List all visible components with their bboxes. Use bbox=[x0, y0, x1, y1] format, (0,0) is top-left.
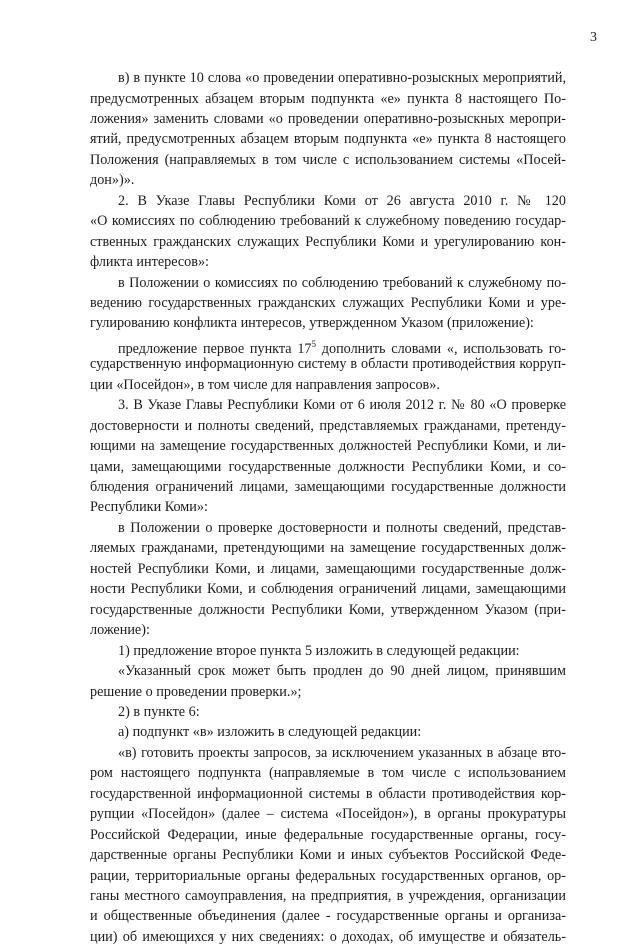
text-line bbox=[90, 907, 566, 925]
text-line-content: достоверности и полноты сведений, представляемых гражданами, претенду- bbox=[90, 417, 566, 434]
text-line-content: ятий, предусмотренных абзацем вторым подпункта «е» пункта 8 настоящего bbox=[90, 131, 566, 148]
text-line-content: ственных гражданских служащих Республики Коми и урегулированию кон- bbox=[90, 233, 566, 250]
text-line bbox=[118, 662, 566, 680]
text-line-content: государственные должности Республики Коми, утвержденном Указом (при- bbox=[90, 601, 566, 618]
text-line-content: предусмотренных абзацем вторым подпункта «е» пункта 8 настоящего По- bbox=[90, 90, 566, 107]
text-line-content: государственной информационной системы в области противодействия кор- bbox=[90, 785, 566, 802]
text-line-content: 3. В Указе Главы Республики Коми от 6 июля 2012 г. № 80 «О проверке bbox=[118, 397, 566, 414]
text-line-content: фликта интересов»: bbox=[90, 254, 209, 270]
text-line bbox=[90, 805, 566, 823]
text-line bbox=[90, 887, 566, 905]
text-line bbox=[90, 683, 566, 701]
text-line bbox=[90, 621, 566, 639]
text-line-content: ляемых гражданами, претендующими на замещение государственных долж- bbox=[90, 540, 566, 557]
text-line bbox=[90, 110, 566, 128]
text-line bbox=[90, 580, 566, 598]
text-line-content: в) в пункте 10 слова «о проведении оперативно-розыскных мероприятий, bbox=[118, 70, 566, 86]
text-line bbox=[90, 560, 566, 578]
text-line bbox=[90, 130, 566, 148]
text-line-content: Российской Федерации, иные федеральные государственные органы, госу- bbox=[90, 826, 566, 843]
text-line bbox=[90, 314, 566, 332]
text-line-content: Республики Коми»: bbox=[90, 499, 208, 516]
text-line-content: дон»)». bbox=[90, 172, 135, 189]
text-line bbox=[90, 764, 566, 782]
text-line-content: ганы местного самоуправления, на предприятия, в учреждения, организации bbox=[90, 888, 566, 904]
text-line-content: предложение первое пункта 17 bbox=[118, 340, 312, 357]
text-line-content: рации, территориальные органы федеральных государственных органов, ор- bbox=[90, 867, 566, 884]
text-line bbox=[90, 458, 566, 476]
text-line bbox=[90, 212, 566, 230]
text-line-content: ложение): bbox=[90, 622, 150, 639]
text-line bbox=[90, 294, 566, 312]
text-line-content: ложения» заменить словами «о проведении оперативно-розыскных меропри- bbox=[90, 110, 566, 127]
text-line-content: 2. В Указе Главы Республики Коми от 26 августа 2010 г. № 120 bbox=[118, 192, 566, 209]
text-line-content: ведению государственных гражданских служащих Республики Коми и уре- bbox=[90, 294, 566, 311]
text-line-content: решение о проведении проверки.»; bbox=[90, 683, 302, 700]
text-line bbox=[90, 253, 566, 271]
text-line bbox=[118, 642, 566, 660]
text-line-content: в Положении о проверке достоверности и полноты сведений, представ- bbox=[118, 519, 566, 536]
text-line-content: дарственные органы Республики Коми и иных субъектов Российской Феде- bbox=[90, 847, 566, 864]
text-line-content: сударственную информационную систему в области противодействия корруп- bbox=[90, 356, 566, 373]
text-line bbox=[90, 233, 566, 251]
text-line-content: ющими на замещение государственных должностей Республики Коми, и ли- bbox=[90, 438, 566, 455]
text-line-content: гулированию конфликта интересов, утвержденном Указом (приложение): bbox=[90, 315, 534, 332]
text-line bbox=[90, 928, 566, 946]
text-line bbox=[118, 192, 566, 210]
text-line bbox=[90, 417, 566, 435]
text-line bbox=[90, 437, 566, 455]
text-line-content: ром настоящего подпункта (направляемые в том числе с использованием bbox=[90, 765, 566, 782]
text-line-continuation: дополнить словами «, использовать го- bbox=[316, 340, 567, 357]
text-line bbox=[90, 601, 566, 619]
text-line-content: цами, замещающими государственные должности Республики Коми, и со- bbox=[90, 458, 566, 475]
text-line-content: Положения (направляемых в том числе с использованием системы «Посей- bbox=[90, 151, 566, 168]
text-line bbox=[90, 846, 566, 864]
text-line-content: рупции «Посейдон» (далее – система «Посейдон»), в органы прокуратуры bbox=[90, 806, 566, 823]
text-line bbox=[118, 723, 566, 741]
page-number: 3 bbox=[590, 30, 597, 45]
text-line-content: ностей Республики Коми, и лицами, замещающими государственные долж- bbox=[90, 560, 566, 577]
text-line bbox=[118, 69, 566, 87]
text-line-content: «О комиссиях по соблюдению требований к служебному поведению государ- bbox=[90, 213, 566, 230]
text-line bbox=[90, 376, 566, 394]
text-line-content: а) подпункт «в» изложить в следующей редакции: bbox=[118, 724, 422, 741]
text-line-content: 2) в пункте 6: bbox=[118, 703, 200, 720]
text-line bbox=[90, 90, 566, 108]
text-line bbox=[118, 274, 566, 292]
text-line bbox=[90, 171, 566, 189]
text-line-content: в Положении о комиссиях по соблюдению требований к служебному по- bbox=[118, 274, 566, 291]
text-line bbox=[90, 151, 566, 169]
text-line-content: и общественные объединения (далее - государственные органы и организа- bbox=[90, 908, 566, 925]
text-line-content: ции «Посейдон», в том числе для направления запросов». bbox=[90, 376, 440, 393]
text-line-content: ции) об имеющихся у них сведениях: о доходах, об имуществе и обязатель- bbox=[90, 928, 566, 945]
text-line bbox=[90, 826, 566, 844]
text-line bbox=[118, 519, 566, 537]
text-line bbox=[118, 396, 566, 414]
text-line bbox=[118, 744, 566, 762]
text-line-content: блюдения ограничений лицами, замещающими государственные должности bbox=[90, 479, 566, 495]
text-line bbox=[90, 785, 566, 803]
text-line-content: «в) готовить проекты запросов, за исключением указанных в абзаце вто- bbox=[118, 744, 566, 761]
text-line bbox=[90, 498, 566, 516]
text-line bbox=[90, 867, 566, 885]
superscript: 5 bbox=[311, 338, 317, 349]
text-line bbox=[90, 478, 566, 496]
text-line-content: 1) предложение второе пункта 5 изложить в следующей редакции: bbox=[118, 642, 520, 659]
text-line bbox=[90, 539, 566, 557]
text-line bbox=[118, 703, 566, 721]
text-line-content: «Указанный срок может быть продлен до 90 дней лицом, принявшим bbox=[118, 663, 566, 679]
text-line-content: ности Республики Коми, и соблюдения ограничений лицами, замещающими bbox=[90, 581, 566, 598]
text-line bbox=[90, 355, 566, 373]
